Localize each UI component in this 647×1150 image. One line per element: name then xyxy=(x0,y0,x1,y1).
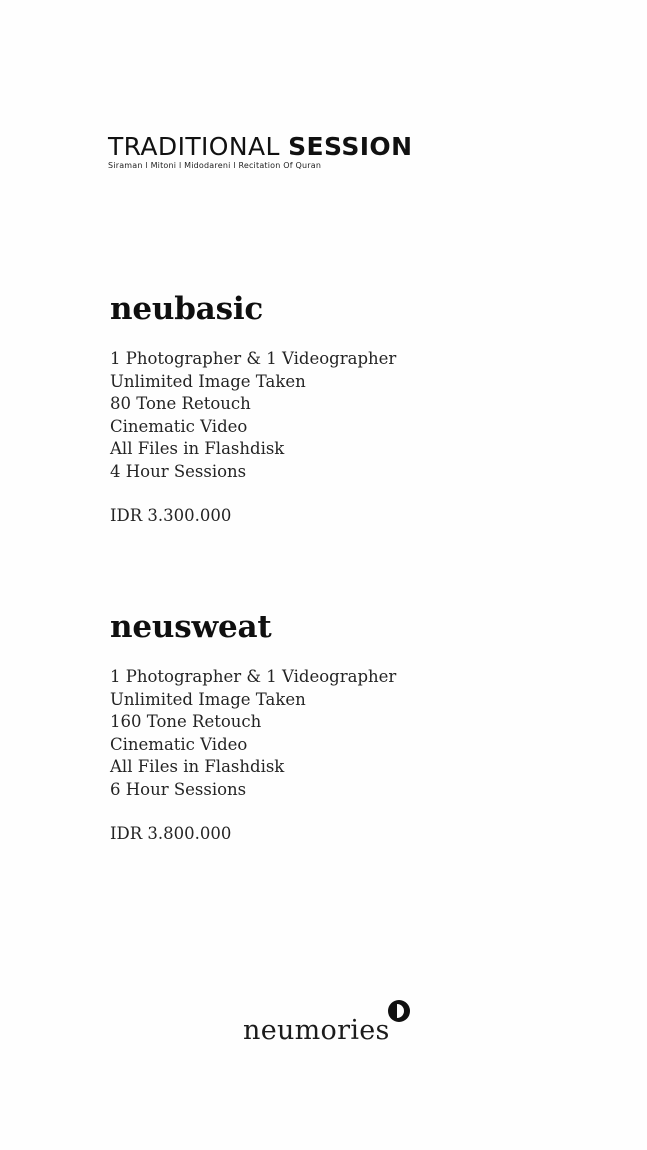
list-item: 160 Tone Retouch xyxy=(110,712,262,732)
list-item: Unlimited Image Taken xyxy=(110,689,306,709)
list-item: All Files in Flashdisk xyxy=(110,757,285,777)
package-price: IDR 3.800.000 xyxy=(110,824,232,844)
package-name: neubasic xyxy=(110,291,264,327)
list-item: All Files in Flashdisk xyxy=(110,439,285,459)
list-item: Unlimited Image Taken xyxy=(110,371,306,391)
list-item: Cinematic Video xyxy=(110,734,248,754)
list-item: 4 Hour Sessions xyxy=(110,461,247,481)
page-title-bold: SESSION xyxy=(288,132,413,161)
list-item: Cinematic Video xyxy=(110,416,248,436)
package-price: IDR 3.300.000 xyxy=(110,506,232,526)
page-title-light: TRADITIONAL xyxy=(108,132,289,161)
package-card-neubasic xyxy=(110,292,396,528)
document-header xyxy=(108,134,412,170)
brand-logo xyxy=(243,1000,410,1044)
package-feature-list xyxy=(110,348,396,483)
crescent-circle-icon xyxy=(388,1000,410,1022)
page-subtitle: Siraman l Mitoni l Midodareni l Recitation Of Quran xyxy=(108,161,322,171)
list-item: 6 Hour Sessions xyxy=(110,779,247,799)
page-title xyxy=(108,134,412,160)
brand-name: neumories xyxy=(243,1015,390,1046)
package-card-neusweat xyxy=(110,610,396,846)
list-item: 1 Photographer & 1 Videographer xyxy=(110,349,397,369)
list-item: 80 Tone Retouch xyxy=(110,394,251,414)
package-feature-list xyxy=(110,666,396,801)
package-name: neusweat xyxy=(110,609,272,645)
list-item: 1 Photographer & 1 Videographer xyxy=(110,667,397,687)
